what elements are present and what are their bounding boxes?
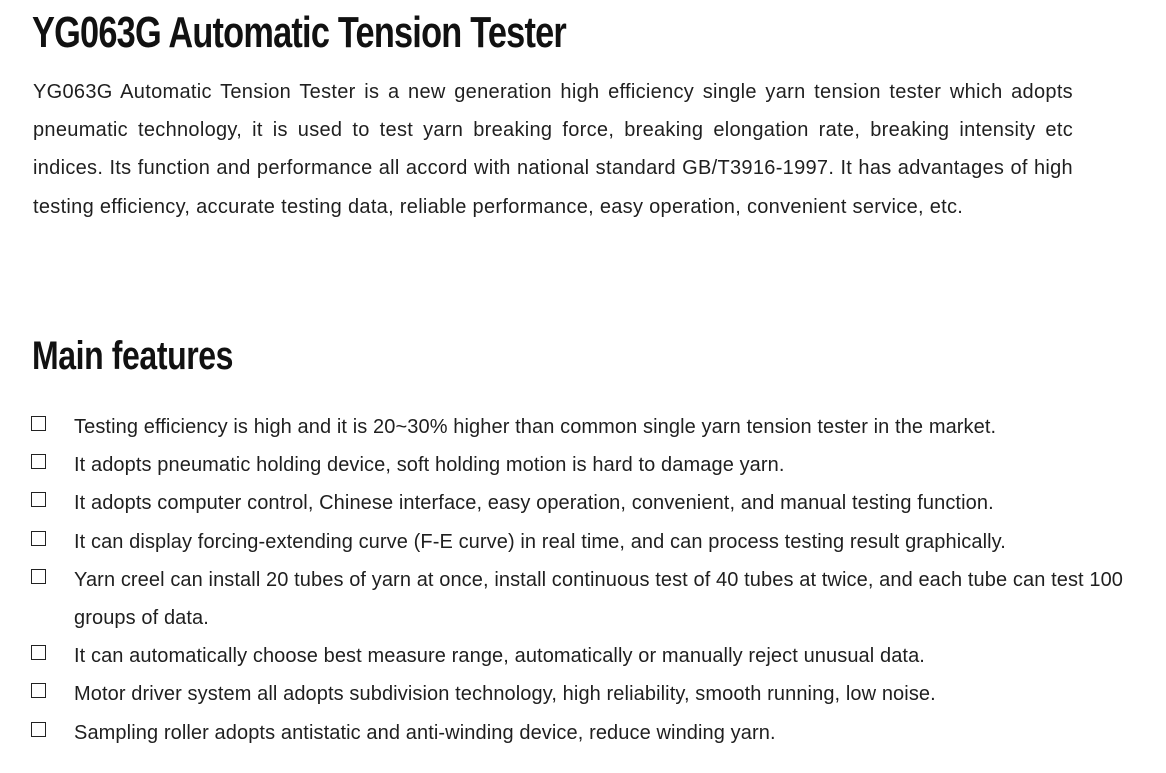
features-heading: Main features: [32, 334, 234, 378]
feature-item-4: [30, 523, 1155, 561]
features-list: [30, 408, 1155, 752]
checkbox-icon: [31, 722, 46, 737]
checkbox-icon: [31, 416, 46, 431]
page-title: YG063G Automatic Tension Tester: [32, 8, 566, 57]
feature-text: Sampling roller adopts antistatic and anti-winding device, reduce winding yarn.: [74, 721, 776, 744]
feature-text: It can automatically choose best measure range, automatically or manually reject unusual data.: [74, 645, 925, 668]
feature-item-1: [30, 408, 1155, 446]
checkbox-icon: [31, 683, 46, 698]
checkbox-icon: [31, 569, 46, 584]
feature-text: Yarn creel can install 20 tubes of yarn at once, install continuous test of 40 tubes at twice, and each tube can test 100 groups of data.: [74, 568, 1124, 630]
intro-paragraph: YG063G Automatic Tension Tester is a new generation high efficiency single yarn tension tester which adopts pneumatic technology, it is used to test yarn breaking force, breaking elongation rate, breaking intensity etc indices. Its function and performance all accord with national standard GB/T3916-1997. It has advantages of high testing efficiency, accurate testing data, reliable performance, easy operation, convenient service, etc.: [33, 81, 1073, 218]
feature-text: Motor driver system all adopts subdivision technology, high reliability, smooth running, low noise.: [74, 683, 936, 706]
checkbox-icon: [31, 454, 46, 469]
feature-text: Testing efficiency is high and it is 20~30% higher than common single yarn tension tester in the market.: [74, 416, 997, 438]
feature-text: It adopts computer control, Chinese interface, easy operation, convenient, and manual testing function.: [74, 492, 994, 515]
feature-item-8: [30, 714, 1155, 752]
checkbox-icon: [31, 645, 46, 660]
checkbox-icon: [31, 492, 46, 507]
feature-item-2: [30, 446, 1155, 484]
feature-text: It can display forcing-extending curve (F-E curve) in real time, and can process testing result graphically.: [74, 530, 1006, 553]
feature-item-3: [30, 484, 1155, 522]
feature-item-5: [30, 561, 1155, 637]
feature-item-6: [30, 637, 1155, 675]
feature-text: It adopts pneumatic holding device, soft holding motion is hard to damage yarn.: [74, 454, 785, 477]
checkbox-icon: [31, 531, 46, 546]
feature-item-7: [30, 675, 1155, 713]
